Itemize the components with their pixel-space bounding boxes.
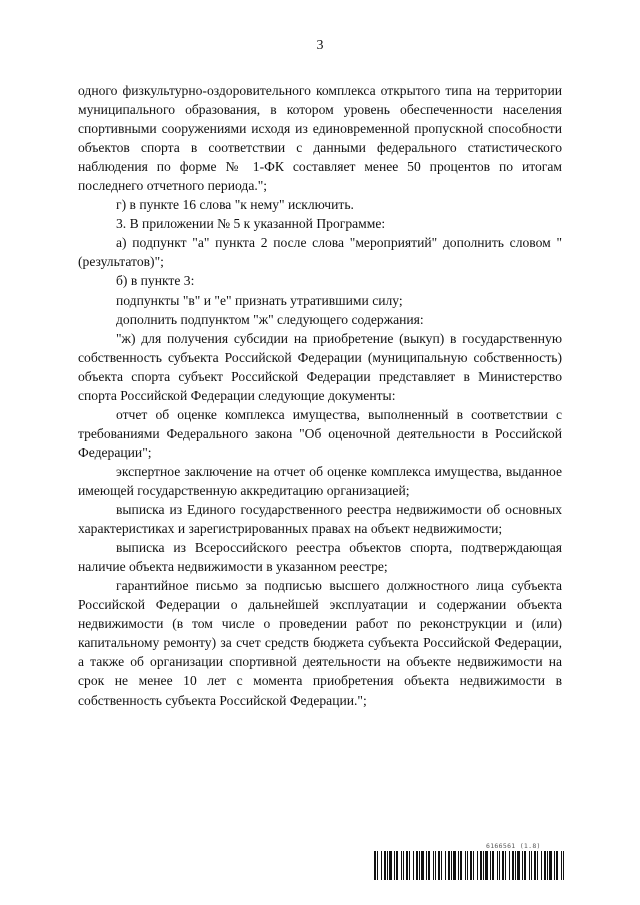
page-number: 3 xyxy=(316,38,324,53)
paragraph-sports-registry-extract: выписка из Всероссийского реестра объектов спорта, подтверждающая наличие объекта недвижимости в указанном реестре; xyxy=(78,540,562,575)
paragraph-subitems-v-e: подпункты "в" и "е" признать утратившими силу; xyxy=(116,292,403,308)
paragraph-subitem-zh: "ж) для получения субсидии на приобретение (выкуп) в государственную собственность субъекта Российской Федерации (муниципальную собственность) объекта спорта субъект Российской Федерации представляет в Министерство спорта Российской Федерации следующие документы: xyxy=(78,330,562,403)
paragraph-continuation: одного физкультурно-оздоровительного комплекса открытого типа на территории муниципального образования, в котором уровень обеспеченности населения спортивными сооружениями исходя из единовременной пропускной способности объектов спорта в соответствии с данными федерального статистического наблюдения по форме № 1-ФК составляет менее 50 процентов по итогам последнего отчетного периода."; xyxy=(78,83,562,194)
paragraph-section-3: 3. В приложении № 5 к указанной Программе: xyxy=(116,216,386,232)
paragraph-guarantee-letter: гарантийное письмо за подписью высшего должностного лица субъекта Российской Федерации о дальнейшей эксплуатации и содержании объекта недвижимости (в том числе о проведении работ по реконструкции и (или) капитальному ремонту) за счет средств бюджета субъекта Российской Федерации, а также об организации спортивной деятельности на объекте недвижимости на срок не менее 10 лет с момента приобретения объекта недвижимости в собственность субъекта Российской Федерации."; xyxy=(78,578,562,708)
document-body xyxy=(78,81,562,710)
barcode-icon xyxy=(374,851,566,880)
document-code: 6166561 (1.8) xyxy=(486,842,541,850)
paragraph-item-g: г) в пункте 16 слова "к нему" исключить. xyxy=(116,197,354,213)
paragraph-valuation-report: отчет об оценке комплекса имущества, выполненный в соответствии с требованиями Федерального закона "Об оценочной деятельности в Российской Федерации"; xyxy=(78,406,562,460)
paragraph-item-b: б) в пункте 3: xyxy=(116,273,195,289)
paragraph-item-a: а) подпункт "а" пункта 2 после слова "мероприятий" дополнить словом "(результатов)"; xyxy=(78,235,562,270)
paragraph-expert-opinion: экспертное заключение на отчет об оценке комплекса имущества, выданное имеющей государственную аккредитацию организацией; xyxy=(78,463,562,498)
paragraph-add-subitem-zh: дополнить подпунктом "ж" следующего содержания: xyxy=(116,311,424,327)
paragraph-egrn-extract: выписка из Единого государственного реестра недвижимости об основных характеристиках и зарегистрированных правах на объект недвижимости; xyxy=(78,502,562,537)
